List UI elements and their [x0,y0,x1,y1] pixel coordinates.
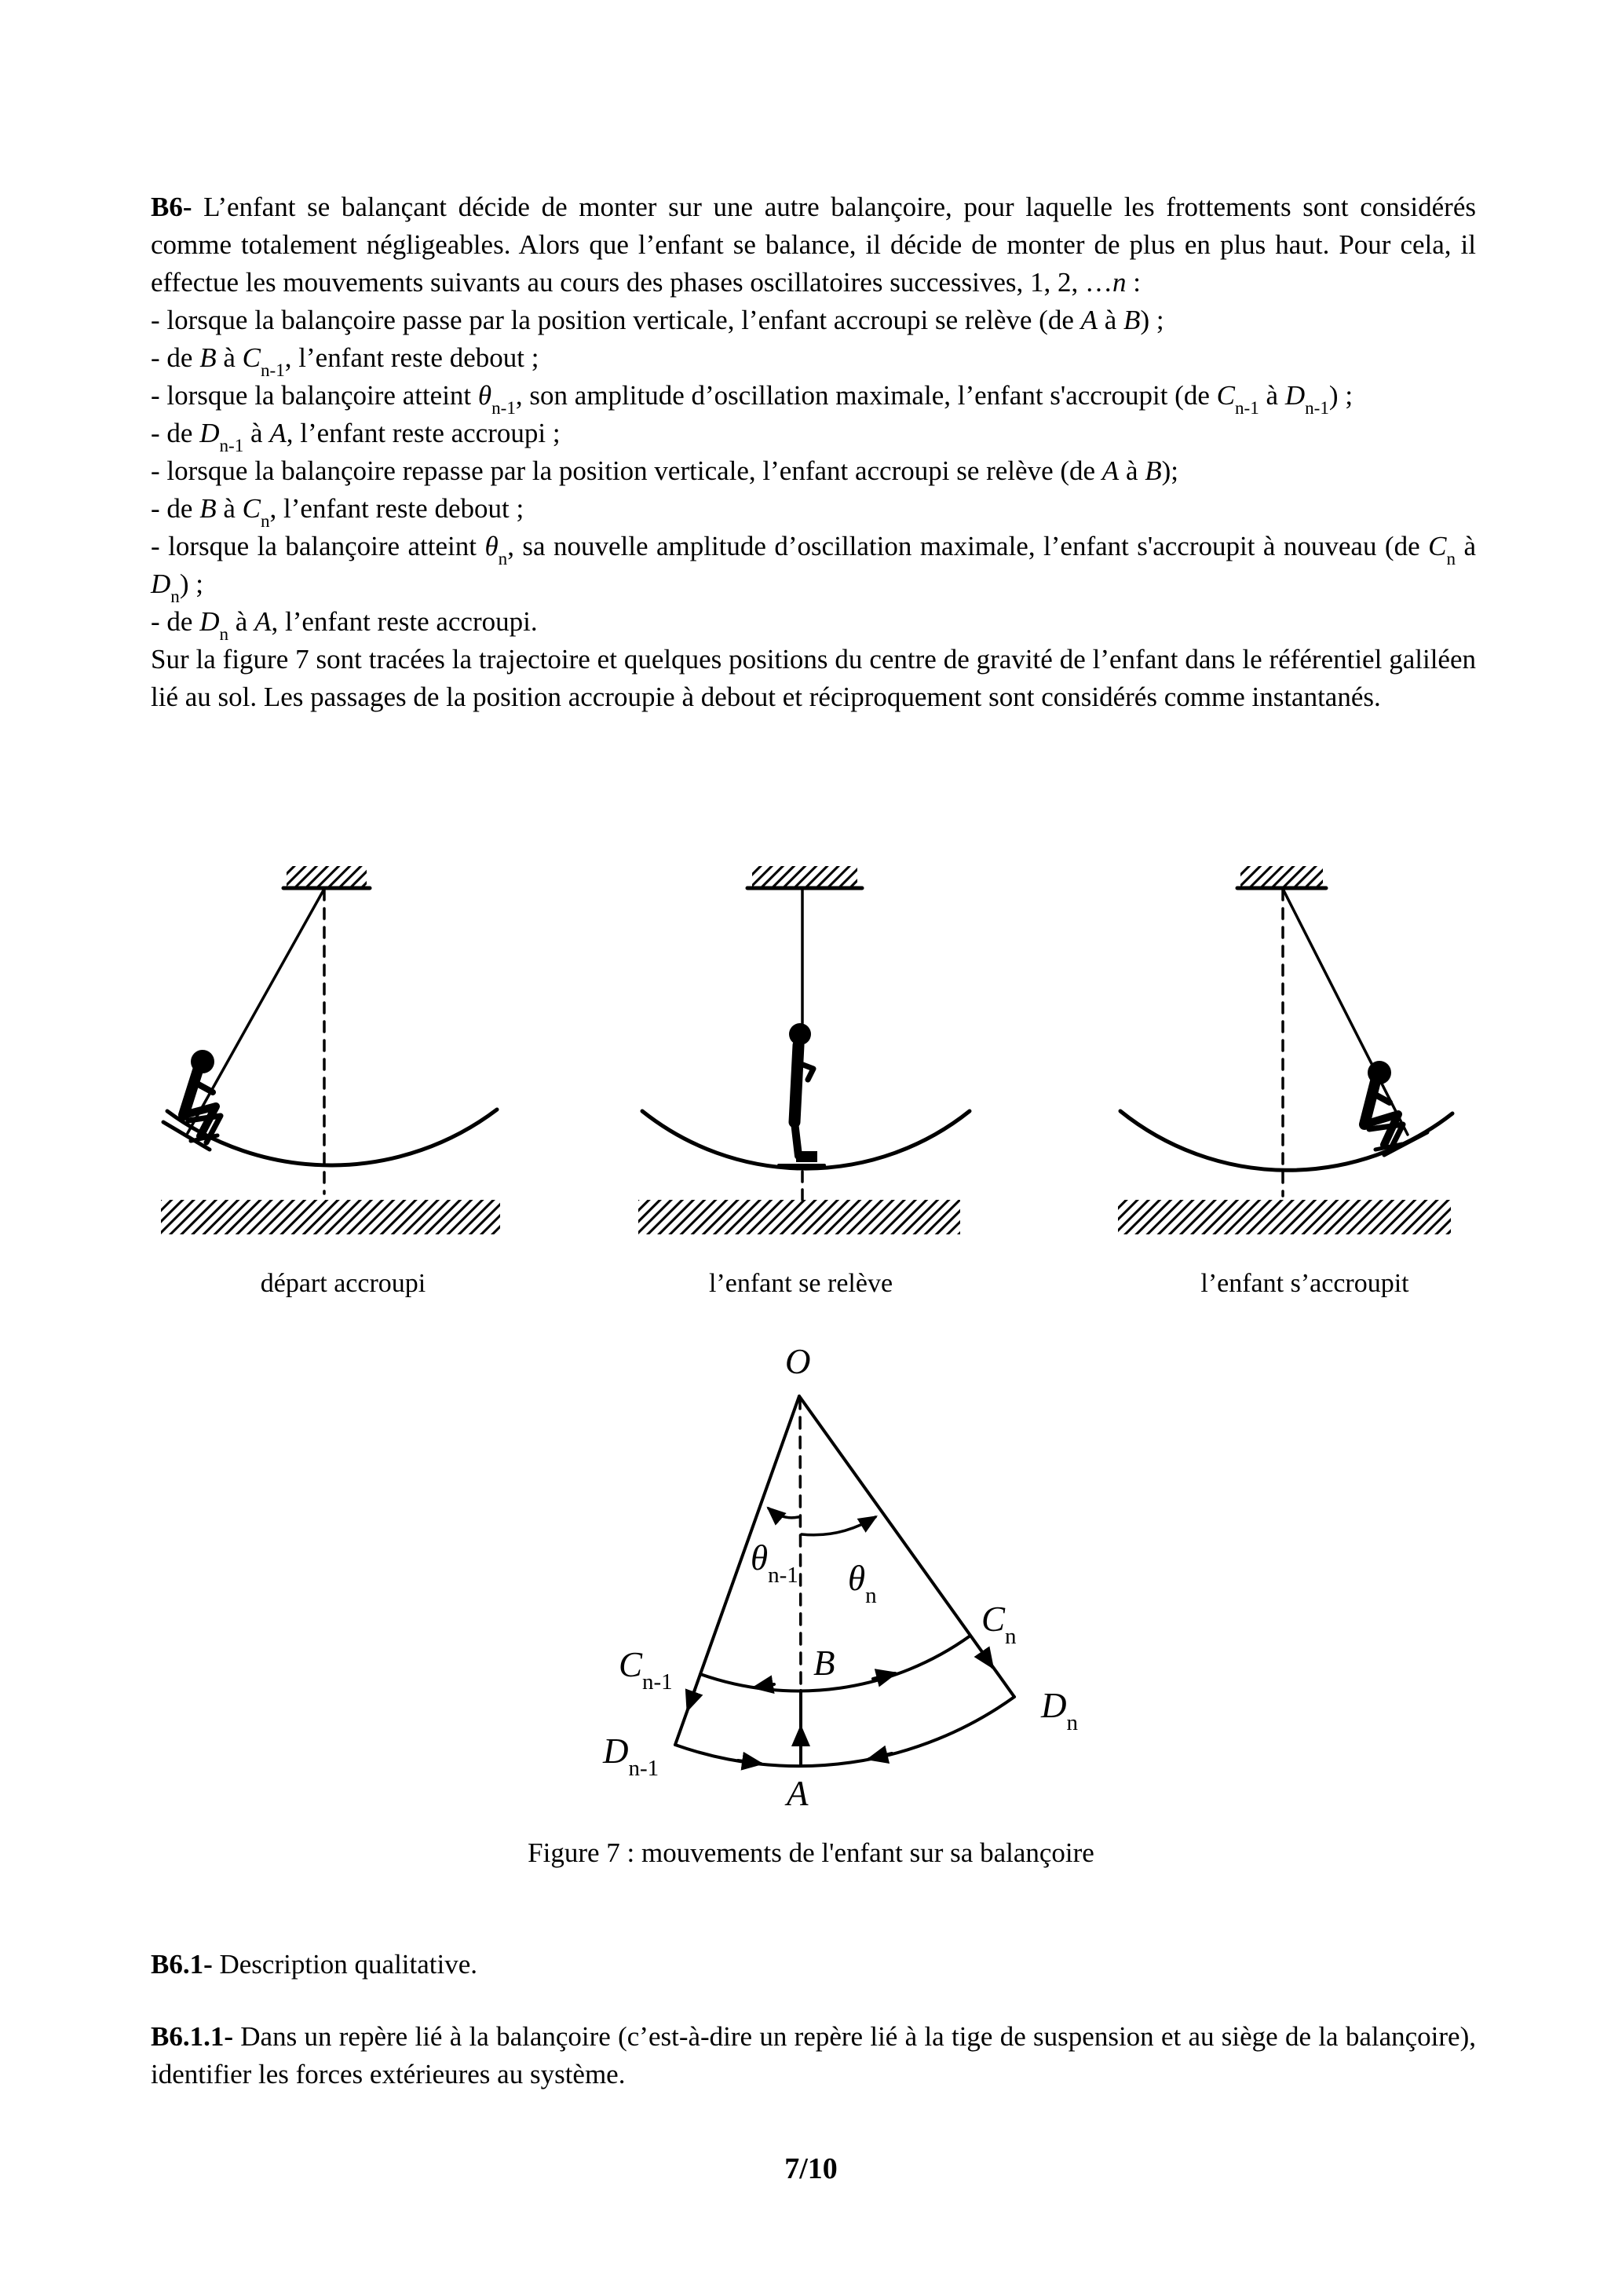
label-B: B [813,1643,835,1683]
label-theta-n: $\theta_n$ [848,1559,877,1609]
child-figure-standing [779,1023,824,1165]
label-O: O [785,1342,811,1381]
vertical-dashed-OB [800,1398,801,1690]
section-heading-b61: B6.1- Description qualitative. [151,1949,478,1980]
ceiling-hatch [752,866,857,887]
ground-hatch [1118,1200,1451,1234]
ceiling-hatch [287,866,367,887]
bullet-item-2: - de B à $C_{n-1}$, l’enfant reste debout ; [151,342,539,381]
caption-diagram-3: l’enfant s’accroupit [1200,1269,1409,1298]
bullet-item-7: - lorsque la balançoire atteint $\theta_n$, sa nouvelle amplitude d’oscillation maximale, l’enfant s'accroupit à nouveau (de $C_n$ à $D_n$) ; [151,531,1476,607]
child-figure-crouched [1364,1061,1427,1155]
label-theta-n-1: $\theta_{n-1}$ [751,1538,798,1589]
swing-diagram-start-crouched [161,866,500,1234]
swing-diagrams-illustration [118,848,1570,1311]
lower-arc-DA [675,1697,1014,1766]
paragraph-b6: B6- L’enfant se balançant décide de monter sur une autre balançoire, pour laquelle les frottements sont considérés comme totalement négligeables. Alors que l’enfant se balance, il décide de monter de plus en plus haut. Pour cela, il effectue les mouvements suivants au cours des phases oscillatoires successives, 1, 2, …n : [151,192,1476,298]
ground-hatch [638,1200,960,1234]
label-C-n-1: $C_{n-1}$ [619,1645,673,1695]
child-torso [795,1045,798,1122]
upper-arc-CB [700,1636,970,1691]
ground-hatch [161,1200,500,1234]
child-leg [795,1122,798,1156]
caption-diagram-1: départ accroupi [260,1269,426,1298]
label-D-n: $D_n$ [1041,1686,1078,1736]
bullet-item-5: - lorsque la balançoire repasse par la position verticale, l’enfant accroupi se relève (de A à B); [151,455,1179,486]
swing-rope [188,889,324,1133]
child-figure-crouched [163,1050,221,1150]
label-D-n-1: $D_{n-1}$ [603,1731,659,1782]
section-paragraph-b611: B6.1.1- Dans un repère lié à la balançoire (c’est-à-dire un repère lié à la tige de suspension et au siège de la balançoire), identifier les forces extérieures au système. [151,2021,1476,2089]
angle-arrow-theta-n [802,1517,875,1535]
arrow-line-Cn-Dn [982,1652,992,1667]
arrow-upper-arc-left [754,1684,774,1687]
bullet-item-3: - lorsque la balançoire atteint $\theta_{n-1}$, son amplitude d’oscillation maximale, l’enfant s'accroupit (de $C_{n-1}$ à $D_{n-1}$) ; [151,380,1353,419]
bullet-item-4: - de $D_{n-1}$ à A, l’enfant reste accroupi ; [151,418,561,456]
child-foot [796,1151,817,1162]
trajectory-arc [1120,1111,1452,1170]
bullet-item-6: - de B à $C_n$, l’enfant reste debout ; [151,493,524,532]
swing-diagram-standing [638,866,970,1234]
swing-rope [1283,889,1408,1135]
bullet-item-1: - lorsque la balançoire passe par la position verticale, l’enfant accroupi se relève (de A à B) ; [151,305,1164,335]
child-arm [195,1083,213,1092]
swing-diagram-crouching-right [1118,866,1452,1234]
bullet-item-8: - de $D_n$ à A, l’enfant reste accroupi. [151,606,538,645]
page-number: 7/10 [784,2152,838,2185]
label-C-n: $C_n$ [981,1600,1017,1650]
figure7-caption: Figure 7 : mouvements de l'enfant sur sa balançoire [528,1837,1094,1868]
caption-diagram-2: l’enfant se relève [708,1269,893,1298]
body-text [151,188,1476,716]
label-A: A [787,1774,809,1813]
paragraph-figure-note: Sur la figure 7 sont tracées la trajectoire et quelques positions du centre de gravité de l’enfant dans le référentiel galiléen lié au sol. Les passages de la position accroupie à debout et réciproquement sont considérés comme instantanés. [151,644,1476,712]
ceiling-hatch [1240,866,1323,887]
arrow-line-Cprev-Dprev [688,1690,695,1709]
angle-arrow-theta-prev [769,1508,798,1518]
